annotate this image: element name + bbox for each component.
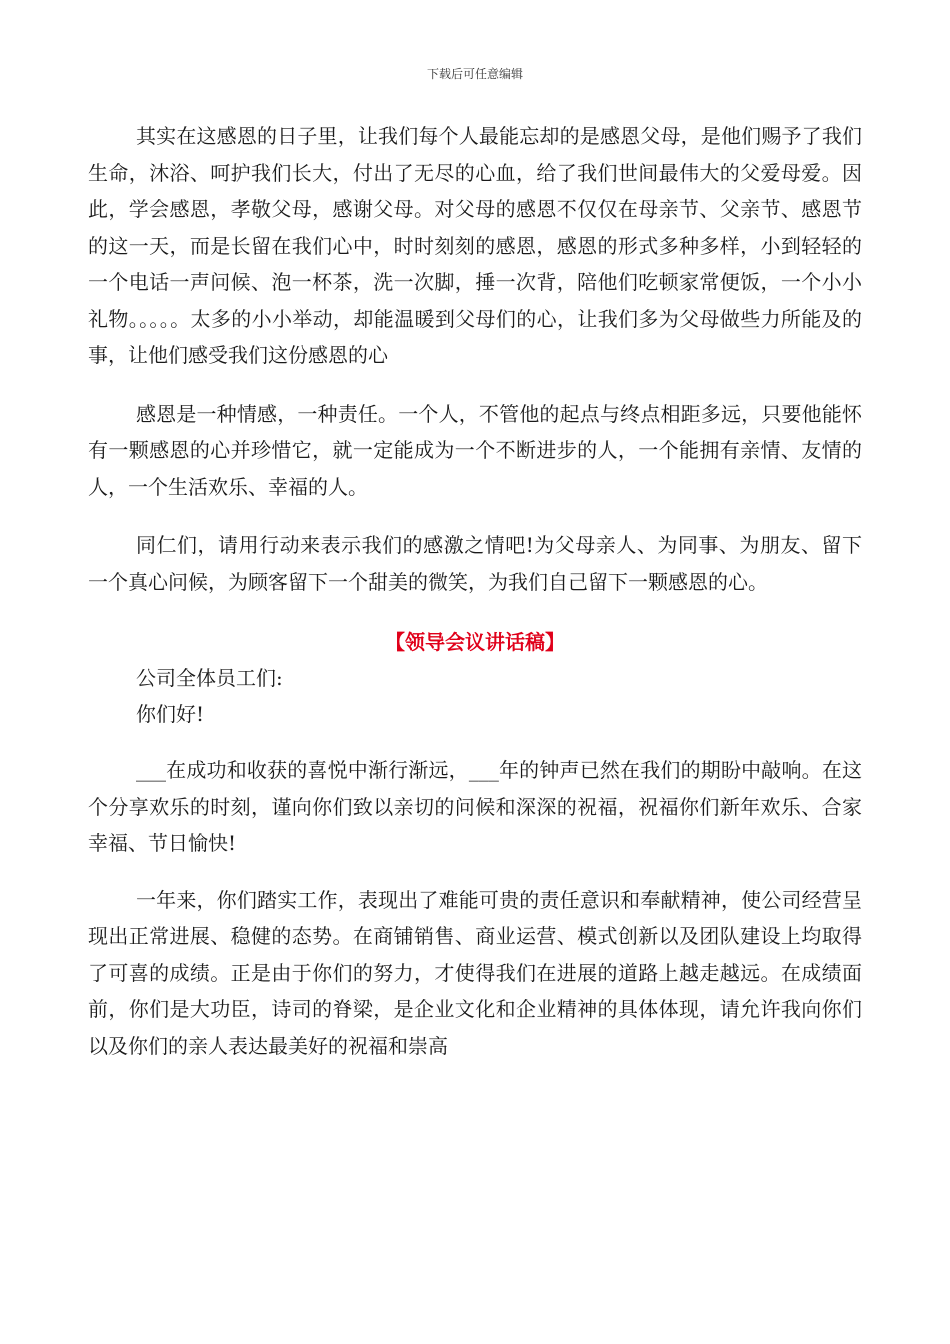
page-header-note: 下载后可任意编辑 <box>426 67 523 81</box>
paragraph-year-review: 一年来，你们踏实工作，表现出了难能可贵的责任意识和奉献精神，使公司经营呈现出正常进展、稳健的态势。在商铺销售、商业运营、模式创新以及团队建设上均取得了可喜的成绩。正是由于你们的努力，才使得我们在进展的道路上越走越远。在成绩面前，你们是大功臣，诗司的脊梁，是企业文化和企业精神的具体体现，请允许我向你们以及你们的亲人表达最美好的祝福和崇高 <box>88 887 862 1058</box>
paragraph-gratitude-responsibility: 感恩是一种情感，一种责任。一个人，不管他的起点与终点相距多远，只要他能怀有一颗感恩的心并珍惜它，就一定能成为一个不断进步的人，一个能拥有亲情、友情的人，一个生活欢乐、幸福的人。 <box>88 401 862 499</box>
paragraph-gratitude-parents: 其实在这感恩的日子里，让我们每个人最能忘却的是感恩父母，是他们赐予了我们生命，沐浴、呵护我们长大，付出了无尽的心血，给了我们世间最伟大的父爱母爱。因此，学会感恩，孝敬父母，感谢父母。对父母的感恩不仅仅在母亲节、父亲节、感恩节的这一天，而是长留在我们心中，时时刻刻的感恩，感恩的形式多种多样，小到轻轻的一个电话一声问候、泡一杯茶，洗一次脚，捶一次背，陪他们吃顿家常便饭，一个小小礼物。。。。。太多的小小举动，却能温暖到父母们的心，让我们多为父母做些力所能及的事，让他们感受我们这份感恩的心 <box>88 124 862 367</box>
section-title-leader-speech: 【领导会议讲话稿】 <box>385 630 565 654</box>
greeting: 你们好! <box>136 702 205 726</box>
paragraph-new-year-wishes: ___在成功和收获的喜悦中渐行渐远，___年的钟声已然在我们的期盼中敲响。在这个分享欢乐的时刻，谨向你们致以亲切的问候和深深的祝福，祝福你们新年欢乐、合家幸福、节日愉快! <box>88 758 862 855</box>
paragraph-colleagues-call: 同仁们，请用行动来表示我们的感激之情吧!为父母亲人、为同事、为朋友、留下一个真心问候，为顾客留下一个甜美的微笑，为我们自己留下一颗感恩的心。 <box>88 533 862 594</box>
salutation: 公司全体员工们: <box>136 666 283 690</box>
document-body <box>88 118 862 1064</box>
